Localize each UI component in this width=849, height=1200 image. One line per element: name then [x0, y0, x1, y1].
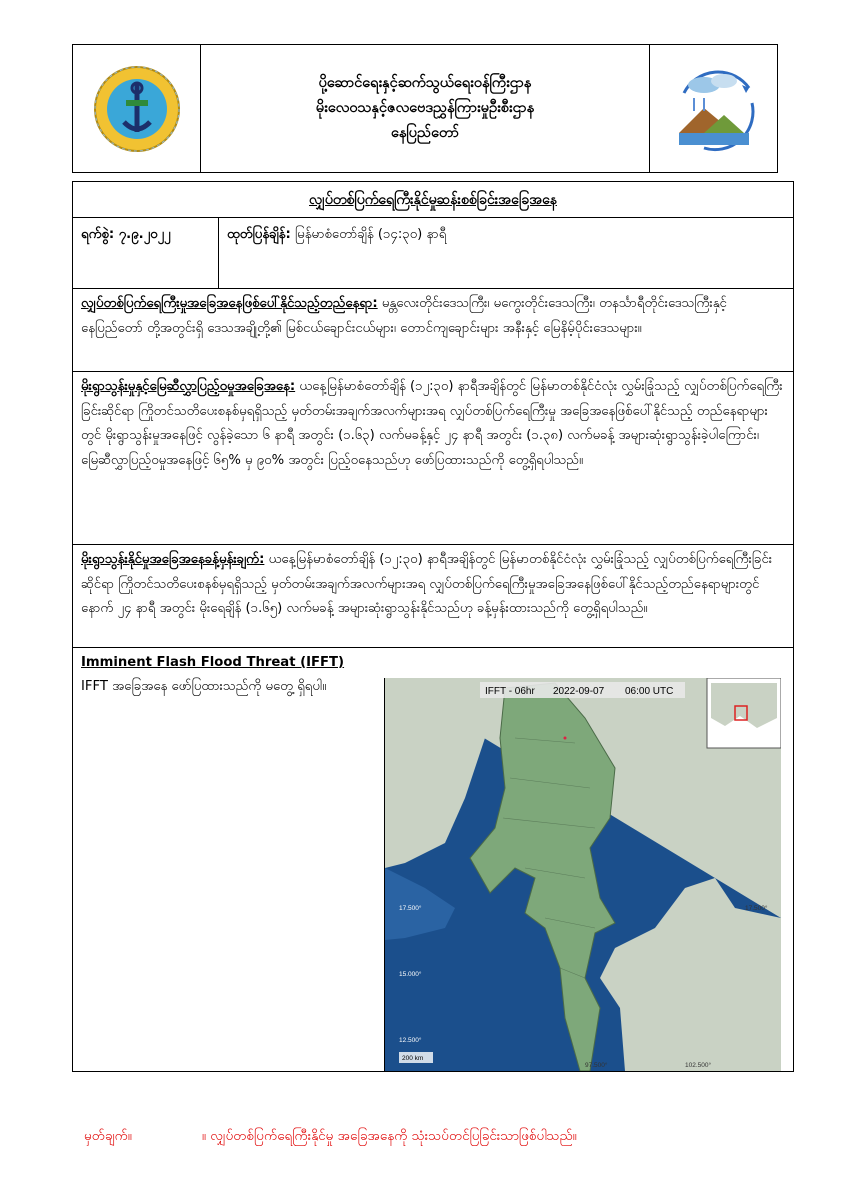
map-caption: IFFT - 06hr	[485, 686, 535, 697]
rainfall-status-label: မိုးရွာသွန်းမှုနှင့်မြေဆီလွှာပြည့်ဝမှုအခြေအနေ:	[81, 379, 296, 394]
forecast-text: ယနေ့မြန်မာစံတော်ချိန် (၁၂:၃၀) နာရီအချိန်တွင် မြန်မာတစ်နိုင်ငံလုံး လွှမ်းခြုံသည့် လျှပ်တစ်ပြက်ရေကြီးခြင်းဆိုင်ရာ ကြိုတင်သတိပေးစနစ်မှရရှိသည့် မှတ်တမ်းအချက်အလက်များအရ လျှပ်တစ်ပြက်ရေကြီးမှုအခြေအနေဖြစ်ပေါ်နိုင်သည့်တည်နေရာများတွင် နောက် ၂၄ နာရီ အတွင်း မိုးရေချိန် (၁.၆၅) လက်မခန့် အများဆုံးရွာသွန်းနိုင်သည်ဟု ခန့်မှန်းထားသည်ကို တွေ့ရှိရပါသည်။	[81, 552, 773, 616]
issue-value: မြန်မာစံတော်ချိန် (၁၄:၃၀) နာရီ	[294, 227, 447, 242]
map-time: 06:00 UTC	[625, 686, 674, 697]
ministry-logo-icon	[92, 64, 182, 154]
issue-label: ထုတ်ပြန်ချိန်:	[227, 227, 291, 242]
city-name: နေပြည်တော်	[390, 125, 460, 141]
water-cycle-icon	[664, 63, 764, 155]
location-label: လျှပ်တစ်ပြက်ရေကြီးမှုအခြေအနေဖြစ်ပေါ်နိုင်သည့်တည်နေရာ:	[81, 296, 378, 311]
header-titles	[201, 45, 649, 172]
report-title: လျှပ်တစ်ပြက်ရေကြီးနိုင်မှုဆန်းစစ်ခြင်းအခြေအနေ	[73, 182, 793, 218]
rainfall-status-row	[73, 372, 793, 545]
map-scale: 200 km	[402, 1055, 424, 1062]
ifft-heading: Imminent Flash Flood Threat (IFFT)	[81, 655, 345, 670]
date-label: ရက်စွဲ:	[81, 227, 115, 242]
location-text: မန္တလေးတိုင်းဒေသကြီး၊ မကွေးတိုင်းဒေသကြီး၊ တနင်္သာရီတိုင်းဒေသကြီးနှင့် နေပြည်တော် တို့အတွင်းရှိ ဒေသအချို့တို့၏ မြစ်ငယ်ချောင်းငယ်များ၊ တောင်ကျချောင်းများ အနီးနှင့် မြေနိမ့်ပိုင်းဒေသများ။	[81, 296, 727, 336]
lon-label-97-5: 97.500°	[585, 1062, 608, 1069]
issue-time-cell	[219, 218, 454, 288]
ifft-text-cell	[73, 648, 383, 702]
lat-label-15: 15.000°	[399, 971, 422, 978]
lat-label-17-5: 17.500°	[399, 905, 422, 912]
footer-note-label: မှတ်ချက်။	[84, 1128, 132, 1144]
report-meta-row	[73, 218, 793, 289]
rainfall-status-text: ယနေ့မြန်မာစံတော်ချိန် (၁၂:၃၀) နာရီအချိန်တွင် မြန်မာတစ်နိုင်ငံလုံး လွှမ်းခြုံသည့် လျှပ်တစ်ပြက်ရေကြီးခြင်းဆိုင်ရာ ကြိုတင်သတိပေးစနစ်မှရရှိသည့် မှတ်တမ်းအချက်အလက်များအရ လျှပ်တစ်ပြက်ရေကြီးမှု အခြေအနေဖြစ်ပေါ်နိုင်သည့် တည်နေရာများတွင် မိုးရွာသွန်းမှုအနေဖြင့် လွန်ခဲ့သော ၆ နာရီ အတွင်း (၁.၆၃) လက်မခန့်နှင့် ၂၄ နာရီ အတွင်း (၁.၃၈) လက်မခန့် အများဆုံးရွာသွန်းခဲ့ပါကြောင်း၊ မြေဆီလွှာပြည့်ဝမှုအနေဖြင့် ၆၅% မှ ၉၀% အတွင်း ပြည့်ဝနေသည်ဟု ဖော်ပြထားသည်ကို တွေ့ရှိရပါသည်။	[81, 379, 783, 468]
date-cell	[73, 218, 219, 288]
ministry-name: ပို့ဆောင်ရေးနှင့်ဆက်သွယ်ရေးဝန်ကြီးဌာန	[318, 75, 532, 91]
footer-note-text: ။ လျှပ်တစ်ပြက်ရေကြီးနိုင်မှု အခြေအနေကို သုံးသပ်တင်ပြခြင်းသာဖြစ်ပါသည်။	[201, 1128, 577, 1144]
footer-note	[84, 1127, 577, 1147]
location-row	[73, 289, 793, 372]
ministry-logo	[73, 45, 201, 172]
lat-label-12-5: 12.500°	[399, 1037, 422, 1044]
ifft-text: IFFT အခြေအနေ ဖော်ပြထားသည်ကို မတွေ့ ရှိရပါ။	[81, 679, 327, 694]
forecast-row	[73, 545, 793, 648]
hydrology-logo	[649, 45, 777, 172]
ifft-map	[384, 678, 781, 1071]
date-value: ၇.၉.၂၀၂၂	[118, 227, 171, 242]
department-name: မိုးလေဝသနှင့်ဇလဗေဒညွှန်ကြားမှုဦးစီးဌာန	[315, 100, 535, 116]
lon-label-102-5: 102.500°	[685, 1062, 712, 1069]
right-lat-label: 17.500°	[745, 905, 768, 912]
map-date: 2022-09-07	[553, 686, 605, 697]
ifft-map-graphic	[385, 678, 781, 1071]
document-header	[72, 44, 778, 173]
forecast-label: မိုးရွာသွန်းနိုင်မှုအခြေအနေခန့်မှန်းချက်:	[81, 552, 265, 567]
